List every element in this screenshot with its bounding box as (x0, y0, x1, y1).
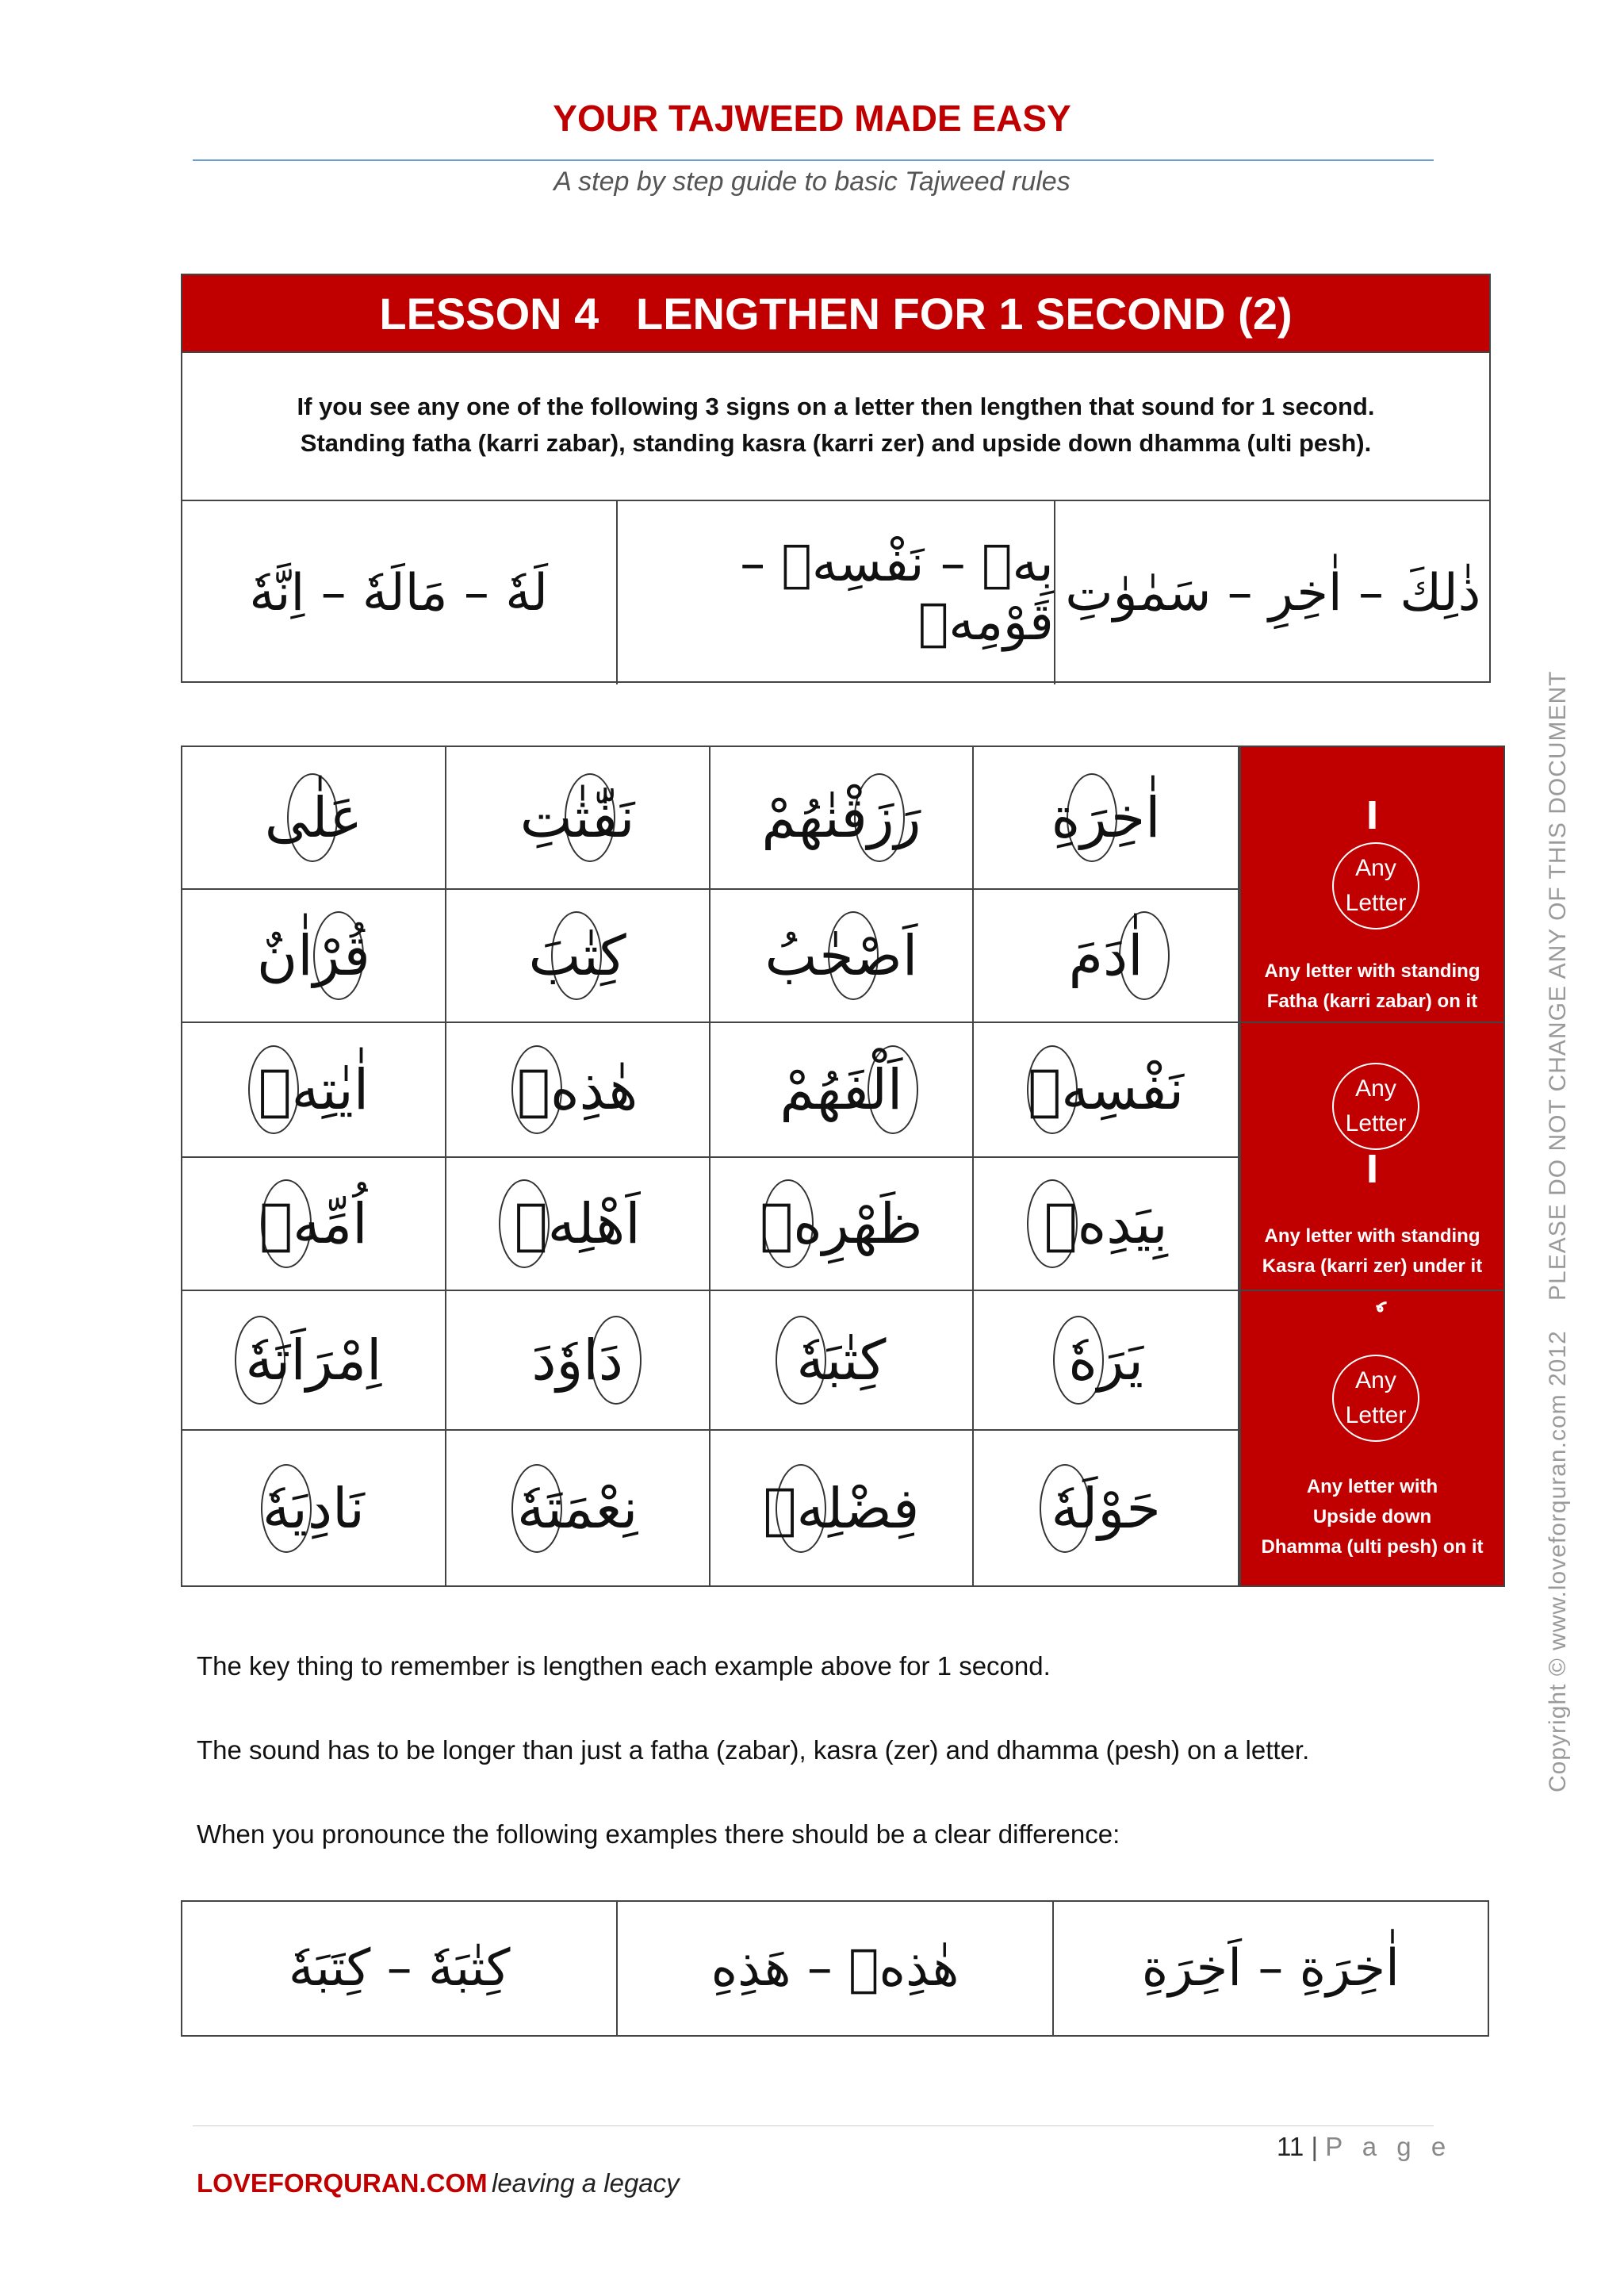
arabic-word: اَلْفَهُمْ (779, 1057, 903, 1122)
arabic-word: عَلٰى (264, 785, 363, 850)
arabic-word: نَفْسِهٖ (1028, 1057, 1185, 1122)
word-cell (974, 1023, 1238, 1158)
any-letter-circle (1332, 842, 1419, 930)
arabic-word: نِعْمَتَهٗ (516, 1475, 638, 1541)
paragraph: The key thing to remember is lengthen each example above for 1 second. (197, 1651, 1051, 1681)
word-cell (974, 890, 1238, 1023)
footer-tagline: leaving a legacy (492, 2168, 680, 2198)
lesson-intro-line-1: If you see any one of the following 3 signs on a letter then lengthen that sound for 1 second. (297, 393, 1375, 420)
rule-panel-standing-fatha (1239, 746, 1505, 1023)
word-cell (446, 1023, 710, 1158)
word-cell (710, 890, 975, 1023)
rule-description-line: Upside down (1312, 1506, 1432, 1527)
arabic-word: كِتٰبَهٗ (796, 1328, 887, 1393)
copyright-side-note: Copyright © www.loveforquran.com 2012 PLEASE DO NOT CHANGE ANY OF THIS DOCUMENT (1545, 670, 1571, 1792)
word-cell (182, 1158, 446, 1291)
word-cell (710, 1431, 975, 1585)
standing-kasra-glyph: ا (1365, 1148, 1379, 1191)
ring-line-2: Letter (1345, 1110, 1407, 1137)
page-number-value: 11 (1277, 2132, 1304, 2161)
arabic-word: نَفّٰثٰتِ (519, 785, 635, 850)
word-cell (974, 747, 1238, 890)
arabic-word: قُرْاٰنٌ (256, 923, 370, 988)
rule-description-line: Any letter with standing (1264, 1225, 1480, 1247)
arabic-word: اُمِّهٖ (259, 1191, 368, 1256)
lesson-banner: LESSON 4 LENGTHEN FOR 1 SECOND (2) (182, 275, 1489, 353)
header-divider (193, 159, 1434, 161)
ring-line-1: Any (1355, 855, 1396, 881)
word-cell (446, 747, 710, 890)
word-cell (974, 1291, 1238, 1431)
any-letter-circle (1332, 1063, 1419, 1150)
paragraph: When you pronounce the following examples there should be a clear difference: (197, 1819, 1120, 1849)
ring-line-1: Any (1355, 1367, 1396, 1393)
footer-divider (193, 2125, 1434, 2126)
example-cell: بِهٖ – نَفْسِهٖ – قَوْمِهٖ (618, 501, 1055, 684)
word-cell (974, 1431, 1238, 1585)
example-cell: ذٰلِكَ – اٰخِرِ – سَمٰوٰتِ (1065, 563, 1481, 623)
upside-down-dhamma-glyph (1241, 1301, 1503, 1343)
examples-table (181, 746, 1505, 1587)
lesson-intro-line-2: Standing fatha (karri zabar), standing kasra (karri zer) and upside down dhamma (ulti pesh). (300, 429, 1372, 457)
word-cell (446, 1291, 710, 1431)
word-cell (710, 747, 975, 890)
lesson-examples-row (181, 500, 1491, 684)
word-cell (710, 1158, 975, 1291)
arabic-word: اٰيٰتِهٖ (258, 1057, 370, 1122)
arabic-word: بِيَدِهٖ (1044, 1191, 1168, 1256)
rule-description-line: Any letter with standing (1264, 960, 1480, 982)
word-cell (182, 1431, 446, 1585)
arabic-word: رَزَقْنٰهُمْ (761, 785, 921, 850)
word-cell (446, 1431, 710, 1585)
arabic-word: اٰدَمَ (1068, 923, 1143, 988)
ring-line-2: Letter (1345, 890, 1407, 916)
arabic-word: هٰذِهٖ (516, 1057, 638, 1122)
rule-panel-upside-down-dhamma (1239, 1290, 1505, 1587)
paragraph: The sound has to be longer than just a fatha (zabar), kasra (zer) and dhamma (pesh) on a letter. (197, 1735, 1310, 1765)
word-cell (182, 890, 446, 1023)
arabic-word: دَاوٗدَ (531, 1328, 623, 1393)
rule-description-line: Fatha (karri zabar) on it (1266, 991, 1478, 1012)
word-cell (182, 1291, 446, 1431)
document-subtitle: A step by step guide to basic Tajweed rules (553, 167, 1071, 197)
arabic-word: فِضْلِهٖ (763, 1475, 920, 1541)
example-cell: لَهٗ – مَالَهٗ – اِنَّهٗ (181, 501, 618, 684)
page-label: P a g e (1325, 2132, 1453, 2161)
word-cell (182, 1023, 446, 1158)
word-cell (182, 747, 446, 890)
arabic-word: اَهْلِهٖ (514, 1191, 641, 1256)
arabic-word: حَوْلَهٗ (1051, 1475, 1161, 1541)
comparison-cell: هٰذِهٖ – هَذِهِ (618, 1902, 1053, 2035)
comparison-table (181, 1900, 1489, 2037)
footer-site-name: LOVEFORQURAN.COM (197, 2168, 488, 2198)
word-grid (181, 746, 1239, 1587)
arabic-word: اِمْرَاَتَهٗ (245, 1328, 382, 1393)
arabic-word: يَرَهٗ (1068, 1328, 1144, 1393)
word-cell (710, 1023, 975, 1158)
lesson-box (181, 274, 1491, 683)
comparison-cell: اٰخِرَةِ – اَخِرَةِ (1141, 1939, 1400, 1998)
word-cell (710, 1291, 975, 1431)
word-cell (446, 1158, 710, 1291)
rule-description-line: Any letter with (1306, 1476, 1438, 1497)
ring-line-2: Letter (1345, 1402, 1407, 1428)
comparison-cell: كِتٰبَهٗ – كِتَبَهٗ (182, 1902, 618, 2035)
document-title: YOUR TAJWEED MADE EASY (553, 98, 1071, 139)
word-cell (974, 1158, 1238, 1291)
arabic-word: اٰخِرَةِ (1051, 785, 1161, 850)
page-number: 11 | P a g e (1277, 2132, 1453, 2161)
rule-panel-standing-kasra (1239, 1022, 1505, 1291)
arabic-word: اَصْحٰبُ (764, 923, 918, 988)
arabic-word: نَادِيَهٗ (262, 1475, 365, 1541)
any-letter-circle (1332, 1355, 1419, 1442)
rule-description-line: Kasra (karri zer) under it (1262, 1255, 1483, 1277)
standing-fatha-glyph: ا (1365, 795, 1379, 838)
arabic-word: ظَهْرِهٖ (760, 1191, 923, 1256)
arabic-word: كِتٰبَ (528, 923, 626, 988)
word-cell (446, 890, 710, 1023)
ring-line-1: Any (1355, 1075, 1396, 1102)
rule-description-line: Dhamma (ulti pesh) on it (1261, 1536, 1484, 1558)
